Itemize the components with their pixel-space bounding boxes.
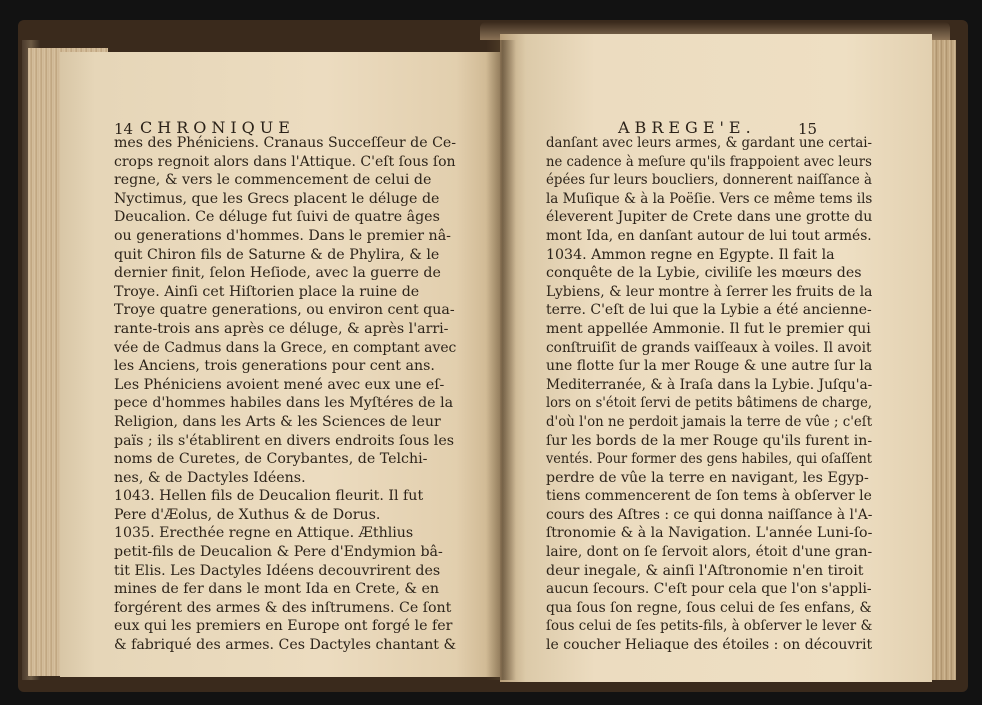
text-line: Nyctimus, que les Grecs placent le déluge de: [114, 190, 440, 207]
text-line: ment appellée Ammonie. Il fut le premier qui: [546, 320, 871, 337]
text-line: deur inegale, & ainſi l'Aſtronomie n'en tiroit: [546, 562, 864, 579]
text-line: ventés. Pour former des gens habiles, qui oſaſſent: [546, 451, 872, 468]
text-line: conſtruiſit de grands vaiſſeaux à voiles. Il avoit: [546, 339, 872, 356]
text-line: tiens commencerent de ſon tems à obſerver le: [546, 488, 872, 505]
right-page-edges: [928, 40, 956, 680]
text-line: noms de Curetes, de Corybantes, de Telchi-: [114, 451, 428, 468]
text-line: dernier finit, ſelon Heſiode, avec la guerre de: [114, 265, 441, 282]
text-line: regne, & vers le commencement de celui de: [114, 172, 432, 189]
text-line: ſtronomie & à la Navigation. L'année Luni-ſo-: [546, 525, 873, 542]
text-line: la Muſique & à la Poëſie. Vers ce même tems ils: [546, 190, 873, 207]
text-line: vée de Cadmus dans la Grece, en comptant avec: [114, 339, 457, 356]
text-line: éleverent Jupiter de Crete dans une grotte du: [546, 209, 873, 226]
text-line: crops regnoit alors dans l'Attique. C'eſt ſous ſon: [114, 153, 456, 170]
text-line: qua ſous ſon regne, ſous celui de ſes enfans, &: [546, 599, 872, 616]
text-line: ſur les bords de la mer Rouge qu'ils furent in-: [546, 432, 873, 449]
text-line: une flotte ſur la mer Rouge & une autre ſur la: [546, 358, 873, 375]
left-page-number: 14: [114, 120, 134, 138]
text-line: cours des Aſtres : ce qui donna naiſſance à l'A-: [546, 506, 873, 523]
text-line: 1034. Ammon regne en Egypte. Il fait la: [546, 246, 835, 263]
text-line: épées ſur leurs boucliers, donnerent naiſſance à: [546, 172, 872, 189]
text-line: Troye quatre generations, ou environ cent qua-: [114, 302, 455, 319]
text-line: mes des Phéniciens. Cranaus Succeſſeur de Ce-: [114, 135, 457, 151]
text-line: Pere d'Æolus, de Xuthus & de Dorus.: [114, 506, 381, 523]
text-line: petit-fils de Deucalion & Pere d'Endymion bâ-: [114, 544, 443, 561]
book-gutter: [486, 40, 516, 680]
text-line: nes, & de Dactyles Idéens.: [114, 469, 306, 486]
text-line: quit Chiron fils de Saturne & de Phylira, & le: [114, 246, 440, 263]
left-page-body: [114, 134, 456, 655]
text-line: & fabriqué des armes. Ces Dactyles chantant &: [114, 637, 457, 654]
text-line: d'où l'on ne perdoit jamais la terre de vûe ; c'eſt: [546, 413, 873, 430]
text-line: tit Elis. Les Dactyles Idéens decouvrirent des: [114, 562, 441, 579]
text-line: Religion, dans les Arts & les Sciences de leur: [114, 413, 441, 430]
text-line: perdre de vûe la terre en navigant, les Egyp-: [546, 469, 869, 486]
text-line: ne cadence à meſure qu'ils frappoient avec leurs: [546, 153, 872, 170]
text-line: rante-trois ans après ce déluge, & après l'arri-: [114, 320, 449, 337]
text-line: ou generations d'hommes. Dans le premier nâ-: [114, 227, 451, 244]
text-line: Lybiens, & leur montre à ſerrer les fruits de la: [546, 283, 873, 300]
text-line: lors on s'étoit ſervi de petits bâtimens de charge,: [546, 395, 873, 412]
text-line: Mediterranée, & à Iraſa dans la Lybie. Juſqu'a-: [546, 376, 873, 393]
text-line: terre. C'eſt de lui que la Lybie a été ancienne-: [546, 302, 872, 319]
text-line: Troye. Ainſi cet Hiſtorien place la ruine de: [114, 283, 420, 300]
right-page: [500, 34, 932, 682]
text-line: forgérent des armes & des inſtrumens. Ce ſont: [114, 599, 452, 616]
left-page: [60, 52, 500, 677]
text-line: laire, dont on ſe ſervoit alors, étoit d'une gran-: [546, 544, 873, 561]
text-line: païs ; ils s'établirent en divers endroits ſous les: [114, 432, 454, 449]
text-line: aucun ſecours. C'eſt pour cela que l'on s'appli-: [546, 581, 872, 598]
text-line: pece d'hommes habiles dans les Myſtéres de la: [114, 395, 454, 412]
text-line: Deucalion. Ce déluge fut ſuivi de quatre âges: [114, 209, 440, 226]
text-line: eux qui les premiers en Europe ont forgé le fer: [114, 618, 453, 635]
text-line: conquête de la Lybie, civiliſe les mœurs des: [546, 265, 862, 282]
text-line: le coucher Heliaque des étoiles : on découvrit: [546, 637, 873, 654]
text-line: mines de fer dans le mont Ida en Crete, & en: [114, 581, 440, 598]
left-running-head: CHRONIQUE: [140, 118, 295, 137]
right-running-head: ABREGE'E.: [618, 118, 756, 137]
text-line: ſous celui de ſes petits-fils, à obſerver le lever &: [546, 618, 873, 635]
text-line: Les Phéniciens avoient mené avec eux une eſ-: [114, 376, 445, 393]
text-line: mont Ida, en danſant autour de lui tout armés.: [546, 227, 872, 244]
text-line: 1035. Erecthée regne en Attique. Æthlius: [114, 525, 414, 542]
right-page-body: [546, 134, 872, 655]
text-line: 1043. Hellen fils de Deucalion fleurit. Il fut: [114, 488, 424, 505]
text-line: danſant avec leurs armes, & gardant une certai-: [546, 135, 873, 151]
text-line: les Anciens, trois generations pour cent ans.: [114, 358, 435, 375]
right-page-number: 15: [798, 120, 818, 138]
